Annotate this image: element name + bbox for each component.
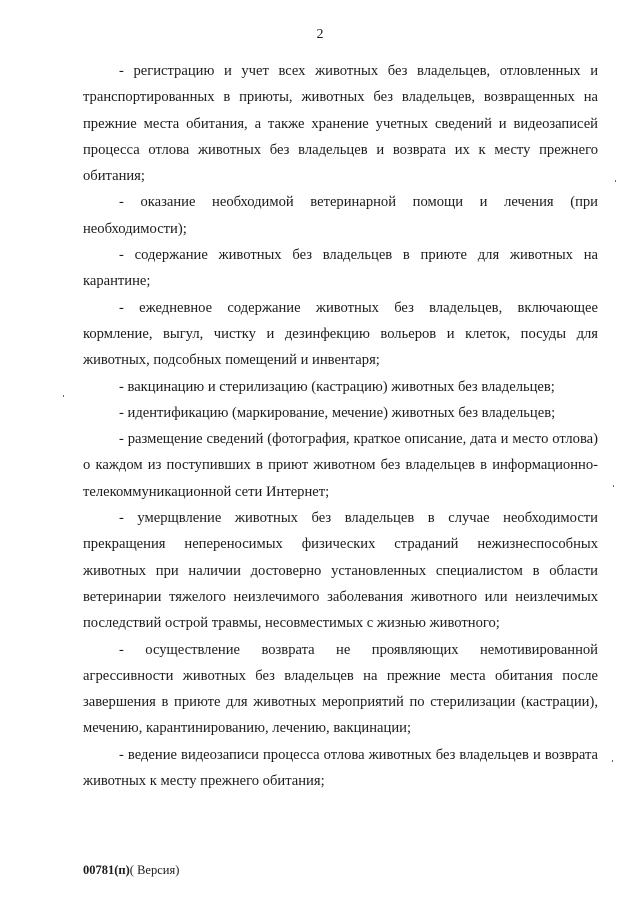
scan-speck [612, 760, 613, 762]
list-item-paragraph: - осуществление возврата не проявляющих немотивированной агрессивности животных без владельцев на прежние места обитания после завершения в приюте для животных мероприятий по стерилизации (кастрации), мечению, карантинированию, лечению, вакцинации; [83, 641, 598, 737]
list-item-paragraph: - размещение сведений (фотография, краткое описание, дата и место отлова) о каждом из поступивших в приют животном без владельцев в информационно-телекоммуникационной сети Интернет; [83, 431, 598, 500]
list-item-paragraph: - вакцинацию и стерилизацию (кастрацию) животных без владельцев; [119, 378, 555, 395]
scan-speck [615, 180, 616, 182]
footer-version-label: ( Версия) [129, 863, 180, 877]
footer-document-number: 00781(п) [83, 863, 130, 877]
document-body [83, 58, 598, 794]
list-item-paragraph: - ведение видеозаписи процесса отлова животных без владельцев и возврата животных к месту прежнего обитания; [83, 746, 598, 790]
list-item-paragraph: - ежедневное содержание животных без владельцев, включающее кормление, выгул, чистку и дезинфекцию вольеров и клеток, посуды для животных, подсобных помещений и инвентаря; [83, 299, 598, 369]
scan-speck [613, 485, 614, 487]
list-item-paragraph: - содержание животных без владельцев в приюте для животных на карантине; [83, 247, 598, 290]
scan-speck [63, 395, 64, 397]
list-item-paragraph: - умерщвление животных без владельцев в случае необходимости прекращения непереносимых физических страданий нежизнеспособных животных при наличии достоверно установленных специалистом в области ветеринарии тяжелого неизлечимого заболевания животного или неизлечимых последствий острой травмы, несовместимых с жизнью животного; [83, 510, 598, 632]
page-number: 2 [316, 27, 324, 42]
document-footer-code [83, 862, 179, 878]
list-item-paragraph: - идентификацию (маркирование, мечение) животных без владельцев; [119, 404, 556, 421]
list-item-paragraph: - регистрацию и учет всех животных без владельцев, отловленных и транспортированных в приюты, животных без владельцев, возвращенных на прежние места обитания, а также хранение учетных сведений и видеозаписей процесса отлова животных без владельцев и возврата их к месту прежнего обитания; [83, 63, 598, 185]
list-item-paragraph: - оказание необходимой ветеринарной помощи и лечения (при необходимости); [83, 194, 598, 237]
